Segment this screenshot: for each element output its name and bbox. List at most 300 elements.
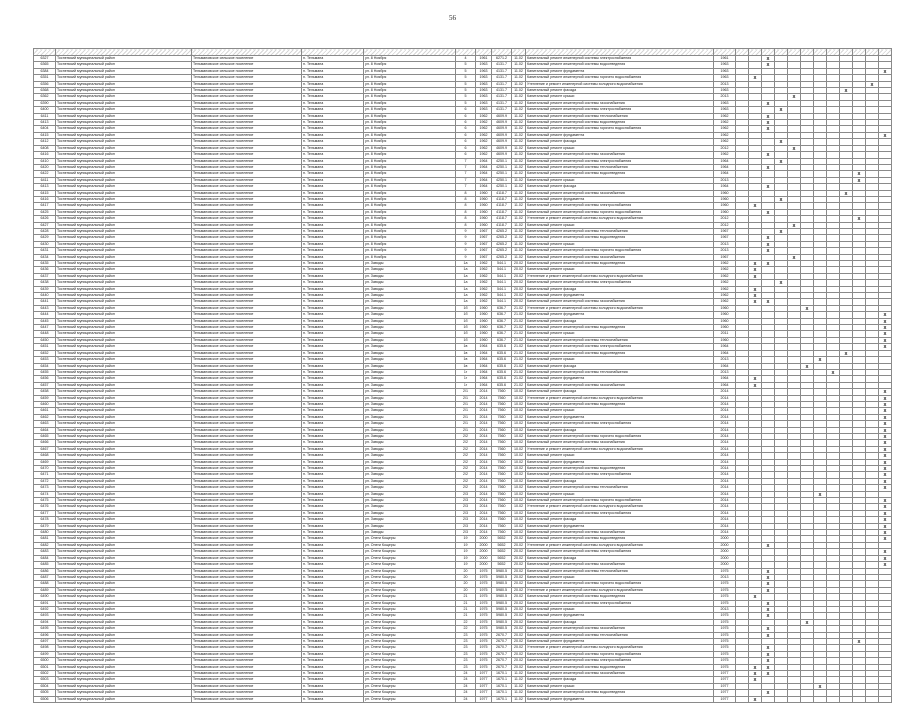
table-cell: 7560	[492, 427, 512, 433]
table-cell: п. Тельмана	[302, 504, 364, 510]
table-cell: Капитальный ремонт инженерной системы водоотведения	[526, 401, 714, 407]
table-cell: п. Тельмана	[302, 228, 364, 234]
table-cell: Тосненский муниципальный район	[56, 177, 192, 183]
mark-x: X	[749, 261, 762, 267]
mark-x: X	[749, 376, 762, 382]
table-cell: п. Тельмана	[302, 331, 364, 337]
table-cell: Тосненский муниципальный район	[56, 613, 192, 619]
table-cell: 20	[456, 574, 476, 580]
table-cell: Тельмановское сельское поселение	[192, 145, 302, 151]
mark-x: X	[762, 120, 775, 126]
table-cell: 20.02	[512, 658, 526, 664]
table-cell: Капитальный ремонт фундамента	[526, 196, 714, 202]
table-cell: Тельмановское сельское поселение	[192, 485, 302, 491]
table-cell: Капитальный ремонт крыши	[526, 267, 714, 273]
mark-x: X	[879, 555, 892, 561]
table-cell: п. Тельмана	[302, 466, 364, 472]
mark-x: X	[879, 427, 892, 433]
table-cell: Капитальный ремонт фундамента	[526, 523, 714, 529]
table-cell: 21.02	[512, 331, 526, 337]
table-cell: ул. Заводы	[364, 312, 456, 318]
table-cell: п. Тельмана	[302, 280, 364, 286]
table-cell: Капитальный ремонт крыши	[526, 453, 714, 459]
table-cell: 4265.2	[492, 241, 512, 247]
table-cell: Тосненский муниципальный район	[56, 203, 192, 209]
table-cell: 1962	[714, 120, 736, 126]
table-cell: п. Тельмана	[302, 671, 364, 677]
table-cell: 2014	[476, 459, 492, 465]
table-cell: Тосненский муниципальный район	[56, 523, 192, 529]
table-cell: ул. 8 Ноября	[364, 132, 456, 138]
table-cell: 6356	[34, 81, 56, 87]
mark-x: X	[762, 613, 775, 619]
mark-x: X	[762, 606, 775, 612]
table-cell: 5980.5	[492, 626, 512, 632]
mark-x: X	[801, 305, 814, 311]
table-cell: Капитальный ремонт крыши	[526, 491, 714, 497]
table-cell: Тосненский муниципальный район	[56, 120, 192, 126]
mark-x: X	[762, 568, 775, 574]
mark-x: X	[762, 241, 775, 247]
table-cell: 1960	[714, 337, 736, 343]
table-cell: Тельмановское сельское поселение	[192, 305, 302, 311]
table-cell: 1962	[714, 261, 736, 267]
table-cell: 1962	[476, 273, 492, 279]
table-cell: Капитальный ремонт фундамента	[526, 696, 714, 702]
table-cell: 1963	[476, 62, 492, 68]
table-cell: 20.02	[512, 542, 526, 548]
table-cell: п. Тельмана	[302, 574, 364, 580]
table-cell: Капитальный ремонт инженерной системы горячего водоснабжения	[526, 498, 714, 504]
table-cell: 20.02	[512, 613, 526, 619]
table-cell: Тельмановское сельское поселение	[192, 677, 302, 683]
table-cell: 7560	[492, 517, 512, 523]
table-cell: Тельмановское сельское поселение	[192, 62, 302, 68]
table-cell: Тосненский муниципальный район	[56, 517, 192, 523]
table-cell: 1960	[476, 190, 492, 196]
table-cell: 11.02	[512, 184, 526, 190]
table-cell: 1963	[476, 75, 492, 81]
mark-x: X	[879, 510, 892, 516]
table-cell: 11.02	[512, 145, 526, 151]
table-cell: 2014	[714, 446, 736, 452]
table-cell: Тельмановское сельское поселение	[192, 273, 302, 279]
table-cell: 2014	[714, 414, 736, 420]
table-cell: 10.02	[512, 389, 526, 395]
table-cell: 1960	[714, 209, 736, 215]
table-cell: Тосненский муниципальный район	[56, 248, 192, 254]
table-cell: 5652	[492, 562, 512, 568]
table-cell: 20.02	[512, 273, 526, 279]
table-cell: 4250.1	[492, 177, 512, 183]
table-cell: п. Тельмана	[302, 158, 364, 164]
table-cell: 2/1	[456, 414, 476, 420]
table-cell: 23	[456, 658, 476, 664]
table-cell: 1а	[456, 267, 476, 273]
table-cell: 20.02	[512, 645, 526, 651]
table-cell: 1975	[714, 613, 736, 619]
mark-x: X	[749, 75, 762, 81]
table-cell: 1962	[476, 299, 492, 305]
table-cell: п. Тельмана	[302, 645, 364, 651]
table-cell: ул. Онеги Кощеры	[364, 632, 456, 638]
table-cell: ул. 8 Ноября	[364, 100, 456, 106]
table-cell: ул. Заводы	[364, 517, 456, 523]
table-cell: Капитальный ремонт инженерной системы водоотведения	[526, 350, 714, 356]
table-cell: Тосненский муниципальный район	[56, 62, 192, 68]
table-cell: ул. 8 Ноября	[364, 113, 456, 119]
table-cell: Тельмановское сельское поселение	[192, 357, 302, 363]
table-cell: 2014	[714, 453, 736, 459]
table-cell: Капитальный ремонт крыши	[526, 241, 714, 247]
table-cell: 11.02	[512, 94, 526, 100]
table-cell: Тельмановское сельское поселение	[192, 293, 302, 299]
header-cell	[814, 49, 827, 56]
table-cell: 9	[456, 235, 476, 241]
table-cell: Капитальный ремонт фасада	[526, 88, 714, 94]
table-cell: Тельмановское сельское поселение	[192, 235, 302, 241]
table-cell: 544.1	[492, 293, 512, 299]
table-cell: Тосненский муниципальный район	[56, 626, 192, 632]
mark-x: X	[762, 100, 775, 106]
table-cell: 2014	[714, 395, 736, 401]
table-cell: 2014	[476, 485, 492, 491]
mark-x: X	[762, 632, 775, 638]
table-cell: п. Тельмана	[302, 81, 364, 87]
table-cell: Тельмановское сельское поселение	[192, 613, 302, 619]
table-cell: 10.02	[512, 510, 526, 516]
table-cell: 5652	[492, 536, 512, 542]
table-cell: 6365	[34, 62, 56, 68]
table-cell: Капитальный ремонт крыши	[526, 222, 714, 228]
table-cell: 6471	[34, 472, 56, 478]
table-cell: Тельмановское сельское поселение	[192, 574, 302, 580]
mark-x: X	[853, 177, 866, 183]
table-cell: Капитальный ремонт фундамента	[526, 68, 714, 74]
table-cell: 2014	[476, 498, 492, 504]
table-cell: Капитальный ремонт фасада	[526, 478, 714, 484]
table-cell: ул. 8 Ноября	[364, 94, 456, 100]
table-cell: Тельмановское сельское поселение	[192, 581, 302, 587]
table-cell: 1в	[456, 350, 476, 356]
table-cell: ул. Заводы	[364, 318, 456, 324]
mark-x: X	[762, 62, 775, 68]
table-cell: 2014	[714, 389, 736, 395]
table-cell: 23	[456, 632, 476, 638]
mark-x: X	[879, 440, 892, 446]
table-cell: 1964	[714, 184, 736, 190]
table-cell: 4265.2	[492, 235, 512, 241]
table-cell: 1964	[476, 177, 492, 183]
table-cell: Тельмановское сельское поселение	[192, 261, 302, 267]
table-cell: 636.7	[492, 325, 512, 331]
table-cell: Тельмановское сельское поселение	[192, 542, 302, 548]
mark-x: X	[879, 478, 892, 484]
table-cell: Тельмановское сельское поселение	[192, 427, 302, 433]
table-cell: Тельмановское сельское поселение	[192, 638, 302, 644]
table-cell: 2014	[476, 408, 492, 414]
table-cell: 2013	[714, 94, 736, 100]
table-cell: 1962	[476, 293, 492, 299]
mark-x: X	[775, 107, 788, 113]
table-cell: Тельмановское сельское поселение	[192, 248, 302, 254]
table-cell: Тельмановское сельское поселение	[192, 414, 302, 420]
table-cell: 1967	[476, 235, 492, 241]
table-cell: 2013	[714, 241, 736, 247]
table-cell: 1963	[714, 75, 736, 81]
table-cell: 11.02	[512, 120, 526, 126]
table-cell: 7560	[492, 401, 512, 407]
mark-x: X	[762, 581, 775, 587]
mark-x: X	[762, 209, 775, 215]
table-cell: 6427	[34, 222, 56, 228]
table-cell: 1963	[476, 107, 492, 113]
table-cell: Тосненский муниципальный район	[56, 113, 192, 119]
table-cell: 6	[456, 152, 476, 158]
table-cell: Тельмановское сельское поселение	[192, 88, 302, 94]
table-cell: Капитальный ремонт инженерной системы электроснабжения	[526, 510, 714, 516]
table-cell: п. Тельмана	[302, 145, 364, 151]
table-cell: ул. Заводы	[364, 261, 456, 267]
table-cell: 1975	[714, 568, 736, 574]
table-cell: Тосненский муниципальный район	[56, 472, 192, 478]
table-cell: 544.1	[492, 273, 512, 279]
table-cell: 9	[456, 254, 476, 260]
table-cell: ул. Заводы	[364, 389, 456, 395]
table-cell: 1960	[476, 222, 492, 228]
table-cell: ул. Онеги Кощеры	[364, 562, 456, 568]
table-cell: Тосненский муниципальный район	[56, 632, 192, 638]
mark-x: X	[879, 523, 892, 529]
table-cell: 6411	[34, 177, 56, 183]
table-cell: 21.02	[512, 318, 526, 324]
table-cell: п. Тельмана	[302, 94, 364, 100]
table-cell: п. Тельмана	[302, 241, 364, 247]
table-cell: 1975	[476, 574, 492, 580]
table-cell: Тельмановское сельское поселение	[192, 75, 302, 81]
table-cell: 10.02	[512, 530, 526, 536]
table-cell: п. Тельмана	[302, 164, 364, 170]
table-cell: 5	[456, 75, 476, 81]
table-cell: Тосненский муниципальный район	[56, 530, 192, 536]
table-cell: 2014	[714, 401, 736, 407]
table-cell: Тельмановское сельское поселение	[192, 549, 302, 555]
table-cell: 2014	[476, 530, 492, 536]
table-cell: п. Тельмана	[302, 549, 364, 555]
table-cell: 6484	[34, 555, 56, 561]
table-cell: 1964	[714, 350, 736, 356]
table-cell: Тельмановское сельское поселение	[192, 350, 302, 356]
table-cell: 11.02	[512, 203, 526, 209]
table-cell: 7560	[492, 440, 512, 446]
table-cell: 11.02	[512, 75, 526, 81]
table-cell: 1962	[714, 139, 736, 145]
table-cell: 20.02	[512, 632, 526, 638]
table-cell: Тельмановское сельское поселение	[192, 523, 302, 529]
table-cell: 6440	[34, 293, 56, 299]
table-cell: 20.02	[512, 619, 526, 625]
table-cell: Тосненский муниципальный район	[56, 171, 192, 177]
table-cell: 6	[456, 132, 476, 138]
table-cell: 2000	[714, 542, 736, 548]
table-cell: 4250.1	[492, 158, 512, 164]
table-cell: 4609.9	[492, 120, 512, 126]
table-cell: 6490	[34, 594, 56, 600]
table-cell: Тосненский муниципальный район	[56, 216, 192, 222]
table-cell: Капитальный ремонт фундамента	[526, 376, 714, 382]
table-cell: 6434	[34, 254, 56, 260]
table-cell: п. Тельмана	[302, 273, 364, 279]
table-cell: Утепление и ремонт инженерной системы холодного водоснабжения	[526, 542, 714, 548]
table-cell: п. Тельмана	[302, 344, 364, 350]
table-cell: 21	[456, 613, 476, 619]
table-cell: 6368	[34, 88, 56, 94]
table-cell: 1962	[476, 139, 492, 145]
table-cell: ул. Заводы	[364, 478, 456, 484]
table-cell: 11.02	[512, 683, 526, 689]
table-cell: Тосненский муниципальный район	[56, 574, 192, 580]
table-cell: 6478	[34, 517, 56, 523]
table-cell: 1967	[714, 235, 736, 241]
mark-x: X	[814, 357, 827, 363]
table-cell: 6426	[34, 216, 56, 222]
table-cell: 4	[456, 56, 476, 62]
table-cell: 6390	[34, 100, 56, 106]
capital-repair-table	[33, 48, 887, 703]
table-cell: ул. Онеги Кощеры	[364, 619, 456, 625]
table-cell: 2014	[476, 446, 492, 452]
table-cell: п. Тельмана	[302, 626, 364, 632]
header-cell	[801, 49, 814, 56]
table-cell: ул. Заводы	[364, 504, 456, 510]
table-cell: Тосненский муниципальный район	[56, 408, 192, 414]
table-cell: 21.02	[512, 376, 526, 382]
table-cell: 1977	[714, 690, 736, 696]
table-cell: ул. Заводы	[364, 305, 456, 311]
table-cell: 2013	[714, 369, 736, 375]
table-cell: п. Тельмана	[302, 459, 364, 465]
table-cell: 6452	[34, 350, 56, 356]
table-cell: 544.1	[492, 280, 512, 286]
table-cell: Капитальный ремонт инженерной системы электроснабжения	[526, 158, 714, 164]
mark-x: X	[879, 331, 892, 337]
table-cell: 1964	[714, 158, 736, 164]
table-cell: ул. Заводы	[364, 350, 456, 356]
table-cell: 1962	[714, 273, 736, 279]
table-cell: 5980.5	[492, 568, 512, 574]
table-cell: 20.02	[512, 286, 526, 292]
mark-cell	[866, 696, 879, 702]
table-cell: ул. Заводы	[364, 382, 456, 388]
table-cell: п. Тельмана	[302, 350, 364, 356]
table-cell: ул. Заводы	[364, 421, 456, 427]
table-cell: Капитальный ремонт инженерной системы теплоснабжения	[526, 369, 714, 375]
table-cell: Капитальный ремонт фасада	[526, 427, 714, 433]
table-cell: 2013	[714, 606, 736, 612]
table-cell: 1960	[714, 190, 736, 196]
table-cell: 5980.5	[492, 619, 512, 625]
table-cell: ул. Онеги Кощеры	[364, 645, 456, 651]
table-cell: 6480	[34, 530, 56, 536]
table-cell: Тельмановское сельское поселение	[192, 325, 302, 331]
mark-x: X	[762, 56, 775, 62]
mark-x: X	[762, 651, 775, 657]
table-cell: 10.02	[512, 517, 526, 523]
table-cell: 4609.9	[492, 152, 512, 158]
table-cell: 20.02	[512, 600, 526, 606]
table-cell: Капитальный ремонт фундамента	[526, 459, 714, 465]
table-cell: ул. Заводы	[364, 510, 456, 516]
table-cell: п. Тельмана	[302, 587, 364, 593]
table-cell: 1963	[476, 94, 492, 100]
table-cell: 1975	[476, 626, 492, 632]
table-cell: п. Тельмана	[302, 581, 364, 587]
table-cell: 635.6	[492, 369, 512, 375]
mark-cell	[801, 696, 814, 702]
table-cell: п. Тельмана	[302, 568, 364, 574]
table-cell: 6437	[34, 273, 56, 279]
table-cell: 5	[456, 68, 476, 74]
table-cell: 1964	[476, 158, 492, 164]
table-cell: 6445	[34, 318, 56, 324]
table-cell: п. Тельмана	[302, 677, 364, 683]
table-cell: Тельмановское сельское поселение	[192, 196, 302, 202]
table-cell: 23	[456, 651, 476, 657]
table-cell: Тосненский муниципальный район	[56, 312, 192, 318]
table-cell: Тосненский муниципальный район	[56, 606, 192, 612]
table-cell: Капитальный ремонт инженерной системы газоснабжения	[526, 671, 714, 677]
table-cell: 11.02	[512, 81, 526, 87]
table-cell: 19	[456, 555, 476, 561]
table-cell: 7560	[492, 510, 512, 516]
table-cell: 6453	[34, 357, 56, 363]
table-cell: 5980.5	[492, 574, 512, 580]
table-cell: Капитальный ремонт инженерной системы водоотведения	[526, 594, 714, 600]
table-cell: п. Тельмана	[302, 690, 364, 696]
mark-x: X	[827, 369, 840, 375]
table-cell: 10.02	[512, 408, 526, 414]
table-cell: 2014	[714, 466, 736, 472]
mark-x: X	[879, 453, 892, 459]
table-cell: 21.02	[512, 369, 526, 375]
header-cell	[34, 49, 56, 56]
table-cell: 11.02	[512, 677, 526, 683]
mark-x: X	[866, 81, 879, 87]
table-cell: п. Тельмана	[302, 171, 364, 177]
table-cell: 6351	[34, 75, 56, 81]
table-cell: п. Тельмана	[302, 100, 364, 106]
table-cell: ул. Заводы	[364, 523, 456, 529]
table-cell: 636.7	[492, 337, 512, 343]
table-cell: п. Тельмана	[302, 203, 364, 209]
table-cell: Тельмановское сельское поселение	[192, 337, 302, 343]
table-cell: 2014	[476, 414, 492, 420]
table-cell: Капитальный ремонт инженерной системы электроснабжения	[526, 549, 714, 555]
table-cell: 2/1	[456, 408, 476, 414]
table-cell: ул. 8 Ноября	[364, 152, 456, 158]
table-cell: Тосненский муниципальный район	[56, 139, 192, 145]
table-cell: 10.02	[512, 472, 526, 478]
table-cell: 2014	[476, 433, 492, 439]
table-cell: 1975	[476, 619, 492, 625]
table-cell: Капитальный ремонт фундамента	[526, 414, 714, 420]
table-cell: п. Тельмана	[302, 478, 364, 484]
table-cell: 1975	[714, 600, 736, 606]
table-cell: 5	[456, 100, 476, 106]
table-cell: 10.02	[512, 395, 526, 401]
table-cell: 2014	[714, 440, 736, 446]
table-cell: 1962	[476, 120, 492, 126]
